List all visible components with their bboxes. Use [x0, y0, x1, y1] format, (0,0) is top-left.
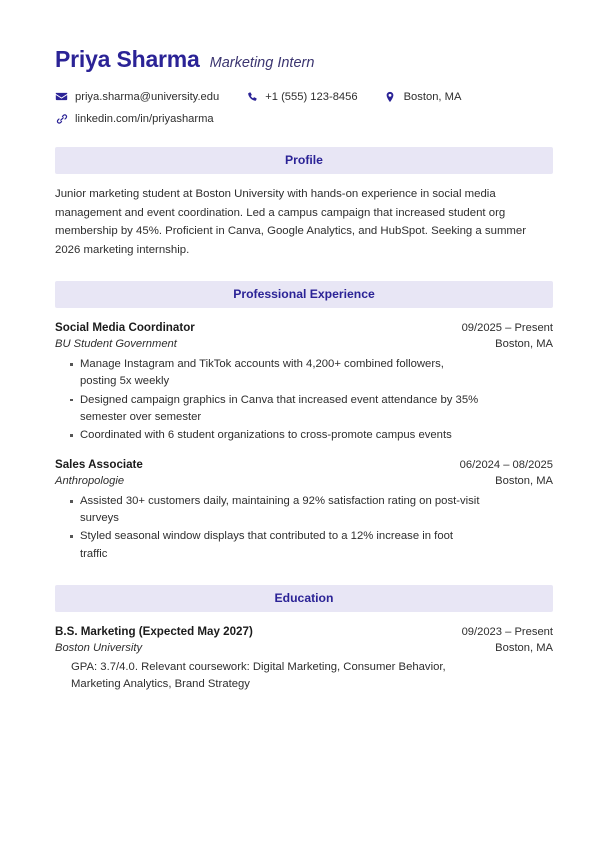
education-school: Boston University	[55, 641, 143, 654]
experience-location: Boston, MA	[495, 475, 553, 488]
contact-location-label: Boston, MA	[403, 90, 462, 103]
education-location: Boston, MA	[495, 641, 553, 654]
education-detail: GPA: 3.7/4.0. Relevant coursework: Digital Marketing, Consumer Behavior, Marketing Analytics, Brand Strategy	[71, 660, 446, 691]
envelope-icon	[55, 90, 68, 103]
profile-summary-text: Junior marketing student at Boston University with hands-on experience in social media management and event coordination. Led a campus campaign that increased student org membership by 45%. Proficient in Canva, Google Analytics, and HubSpot. Seeking a summer 2026 marketing internship.	[55, 188, 527, 256]
resume-header	[55, 0, 553, 125]
experience-bullet-list	[55, 493, 553, 563]
experience-entry	[55, 321, 553, 444]
phone-icon	[245, 90, 258, 103]
experience-entry-right	[450, 322, 553, 350]
list-item: Styled seasonal window displays that contributed to a 12% increase in foot traffic	[55, 528, 480, 562]
contact-location	[384, 90, 462, 103]
contact-email[interactable]	[55, 90, 219, 103]
contact-phone-label: +1 (555) 123-8456	[265, 90, 358, 103]
name-row	[55, 46, 553, 73]
section-header-profile: Profile	[55, 147, 553, 174]
experience-dates: 06/2024 – 08/2025	[459, 459, 553, 472]
experience-entry-left	[55, 321, 195, 350]
contact-line-primary	[55, 90, 553, 103]
education-entry	[55, 625, 553, 694]
contact-phone[interactable]	[245, 90, 357, 103]
contact-line-secondary	[55, 112, 553, 125]
section-header-education: Education	[55, 585, 553, 612]
experience-dates: 09/2025 – Present	[461, 322, 553, 335]
experience-employer: Anthropologie	[55, 475, 125, 488]
experience-employer: BU Student Government	[55, 338, 177, 351]
link-icon	[55, 112, 68, 125]
experience-entry-header	[55, 321, 553, 350]
list-item: Manage Instagram and TikTok accounts with 4,200+ combined followers, posting 5x weekly	[55, 356, 480, 390]
list-item: Designed campaign graphics in Canva that increased event attendance by 35% semester over semester	[55, 392, 480, 426]
education-degree: B.S. Marketing (Expected May 2027)	[55, 624, 253, 638]
candidate-name: Priya Sharma	[55, 46, 200, 72]
section-header-experience: Professional Experience	[55, 281, 553, 308]
experience-bullet-list	[55, 356, 553, 444]
experience-entry-header	[55, 458, 553, 487]
experience-entry-left	[55, 458, 143, 487]
contact-email-label: priya.sharma@university.edu	[75, 90, 220, 103]
contact-linkedin-label: linkedin.com/in/priyasharma	[75, 112, 214, 125]
experience-job-title: Sales Associate	[55, 458, 143, 472]
experience-entry	[55, 458, 553, 563]
candidate-job-title: Marketing Intern	[209, 55, 315, 71]
education-entry-header	[55, 625, 553, 654]
education-dates: 09/2023 – Present	[461, 625, 553, 638]
education-entry-left	[55, 625, 253, 654]
location-pin-icon	[384, 90, 397, 103]
experience-entry-right	[448, 459, 553, 487]
experience-location: Boston, MA	[495, 338, 553, 351]
list-item: Coordinated with 6 student organizations to cross-promote campus events	[55, 427, 480, 444]
contact-linkedin[interactable]	[55, 112, 214, 125]
experience-job-title: Social Media Coordinator	[55, 321, 195, 335]
education-entry-right	[450, 626, 553, 654]
list-item: Assisted 30+ customers daily, maintaining a 92% satisfaction rating on post-visit surveys	[55, 493, 480, 527]
